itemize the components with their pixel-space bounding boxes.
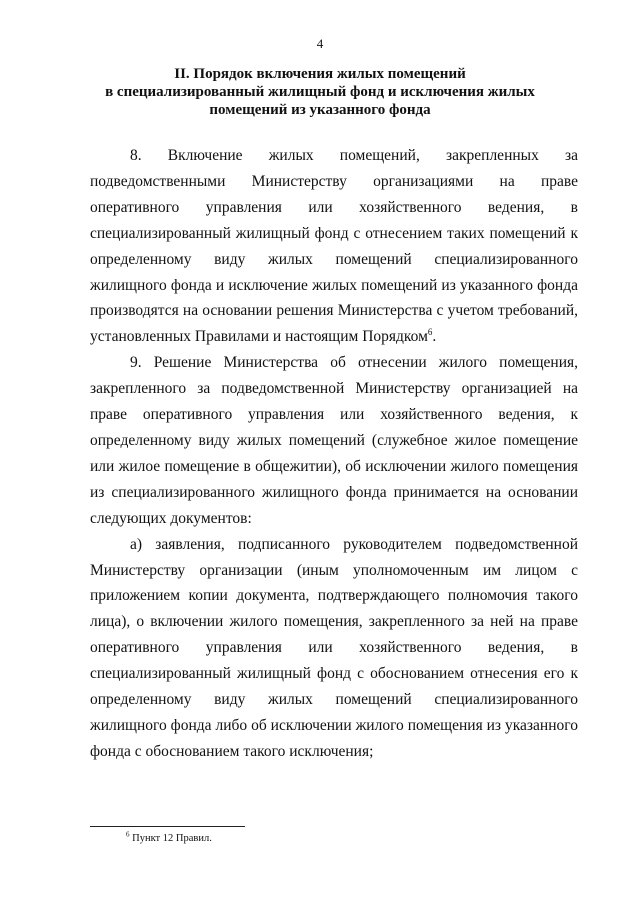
paragraph-tail: . — [432, 328, 437, 346]
footnote-text: Пункт 12 Правил. — [132, 833, 212, 844]
section-heading-line: II. Порядок включения жилых помещений — [174, 66, 466, 82]
footnote-mark: 6 — [126, 830, 130, 839]
section-heading — [60, 65, 580, 119]
paragraph-8 — [90, 143, 578, 350]
paragraph-9 — [90, 350, 578, 531]
paragraph-9a — [90, 532, 578, 765]
section-heading-line: помещений из указанного фонда — [209, 102, 431, 118]
document-body — [90, 143, 578, 765]
footnote-reference: 6 — [427, 327, 433, 338]
paragraph-text: 8. Включение жилых помещений, закрепленных за подведомственными Министерству организациями на праве оперативного управления или хозяйственного ведения, в специализированный жилищный фонд с отнесением таких помещений к определенному виду жилых помещений специализированного жилищного фонда и исключение жилых помещений из указанного фонда производятся на основании решения Министерства с учетом требований, установленных Правилами и настоящим Порядком — [90, 147, 578, 346]
footnote — [126, 830, 212, 844]
paragraph-text: а) заявления, подписанного руководителем подведомственной Министерству организации (иным уполномоченным им лицом с приложением копии документа, подтверждающего полномочия такого лица), о включении жилого помещения, закрепленного за ней на праве оперативного управления или хозяйственного ведения, в специализированный жилищный фонд с обоснованием отнесения его к определенному виду жилых помещений специализированного жилищного фонда либо об исключении жилого помещения из указанного фонда с обоснованием такого исключения; — [90, 535, 578, 760]
footnote-divider — [90, 826, 245, 827]
page-number: 4 — [316, 36, 324, 51]
section-heading-line: в специализированный жилищный фонд и исключения жилых — [105, 84, 535, 100]
paragraph-text: 9. Решение Министерства об отнесении жилого помещения, закрепленного за подведомственной Министерству организацией на праве оперативного управления или хозяйственного ведения, к определенному виду жилых помещений (служебное жилое помещение или жилое помещение в общежитии), об исключении жилого помещения из специализированного жилищного фонда принимается на основании следующих документов: — [90, 354, 578, 527]
